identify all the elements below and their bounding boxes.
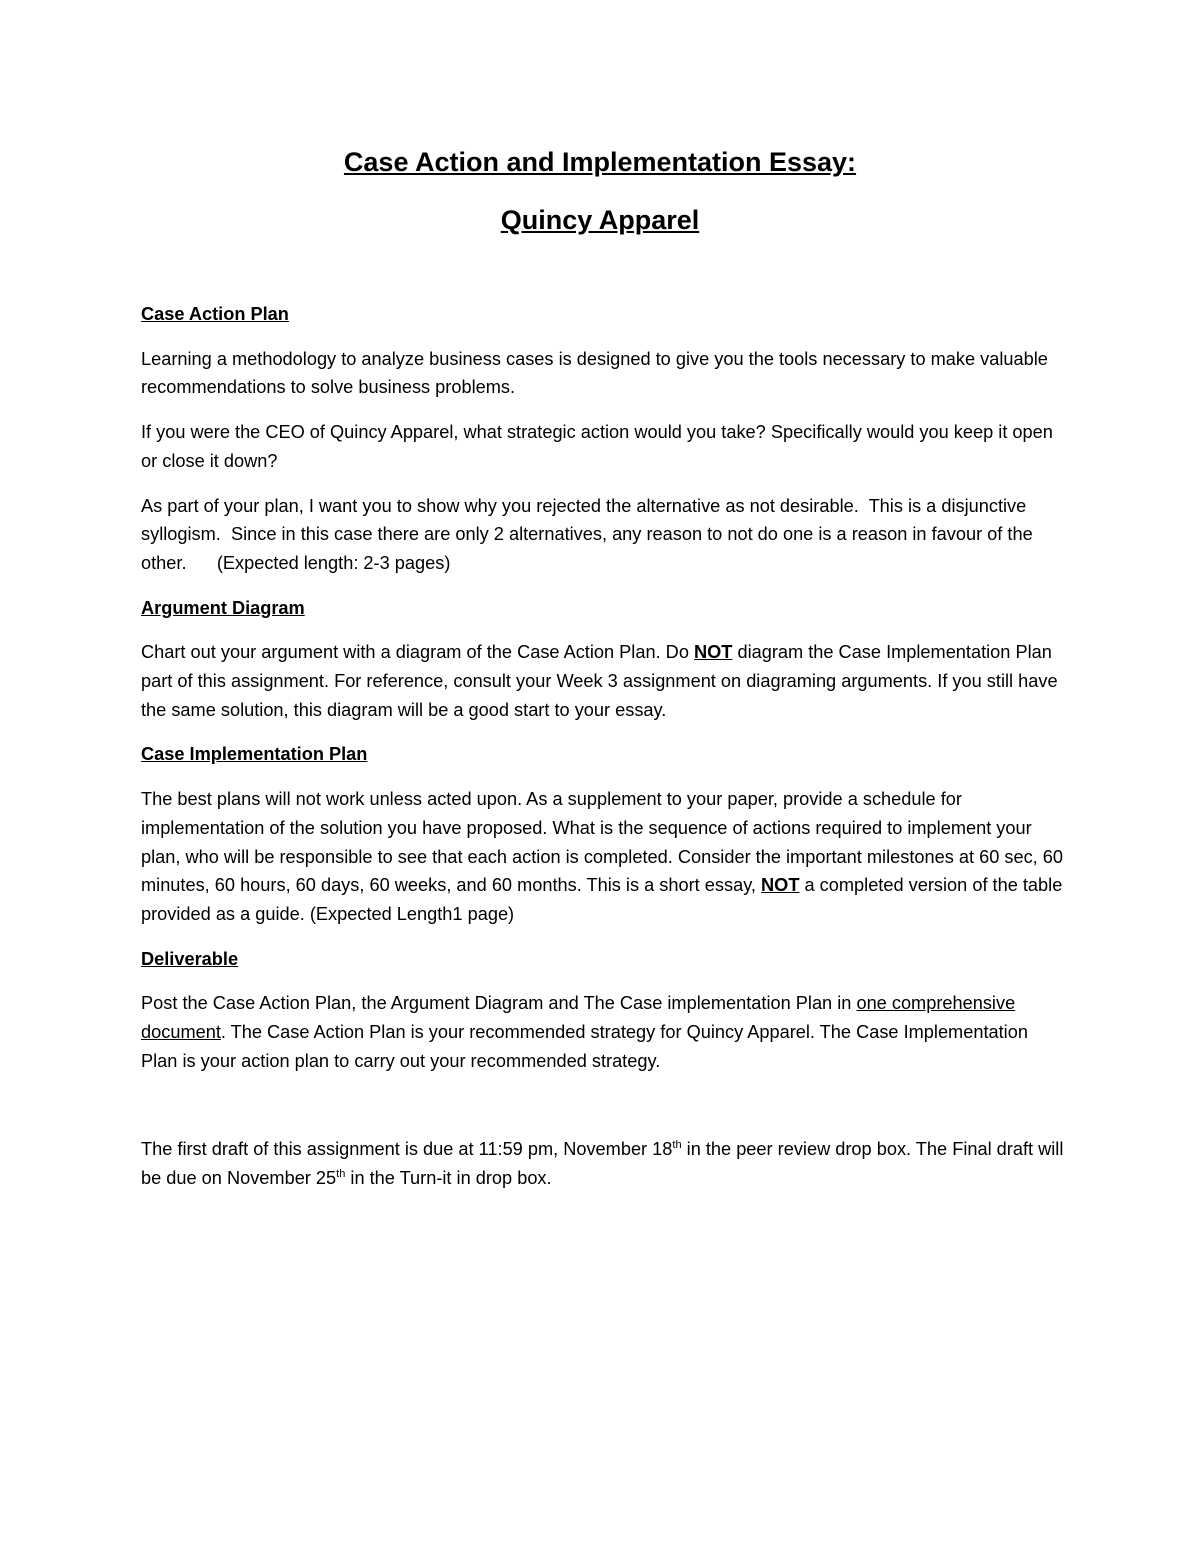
implementation-text-part1: The best plans will not work unless acted upon. As a supplement to your paper, provide a schedule for implementation of the solution you have proposed. What is the sequence of actions required to implement your plan, who will be responsible to see that each action is completed. Consider the important milestones at 60 sec, 60 minutes, 60 hours, 60 days, 60 weeks, and 60 months. This is a short essay,: [141, 789, 1064, 896]
paragraph-methodology: Learning a methodology to analyze business cases is designed to give you the tools necessary to make valuable recommendations to solve business problems.: [141, 348, 1048, 398]
paragraph-argument-diagram: [141, 638, 1066, 724]
due-text-part1: The first draft of this assignment is due at 11:59 pm, November 18: [141, 1139, 673, 1160]
due-text-part2: in the peer review drop box. The Final draft will be due on November 25: [141, 1139, 1064, 1189]
ordinal-suffix: th: [336, 1168, 346, 1181]
paragraph-due-dates: [141, 1135, 1066, 1192]
document-subtitle: Quincy Apparel: [500, 205, 700, 235]
paragraph-alternatives: As part of your plan, I want you to show why you rejected the alternative as not desirable. This is a disjunctive syllogism. Since in this case there are only 2 alternatives, any reason to not do one is a reason in favour of the other. (Expected length: 2-3 pages): [141, 495, 1038, 573]
ordinal-suffix: th: [672, 1139, 682, 1152]
emphasis-not: NOT: [694, 642, 733, 663]
spacer: [141, 1091, 1066, 1135]
emphasis-not: NOT: [761, 875, 800, 896]
paragraph-implementation: [141, 785, 1066, 929]
section-heading-case-action-plan: Case Action Plan: [141, 304, 289, 324]
paragraph-deliverable: [141, 989, 1066, 1075]
emphasis-one-document: one comprehensive document: [141, 993, 1016, 1043]
section-heading-deliverable: Deliverable: [141, 948, 239, 969]
argument-text-part1: Chart out your argument with a diagram of the Case Action Plan. Do: [141, 642, 694, 663]
argument-text-part2: diagram the Case Implementation Plan part of this assignment. For reference, consult your Week 3 assignment on diagraming arguments. If you still have the same solution, this diagram will be a good start to your essay.: [141, 642, 1058, 720]
paragraph-ceo-question: If you were the CEO of Quincy Apparel, what strategic action would you take? Specifically would you keep it open or close it down?: [141, 422, 1053, 471]
deliverable-text-part2: . The Case Action Plan is your recommended strategy for Quincy Apparel. The Case Implementation Plan is your action plan to carry out your recommended strategy.: [141, 1022, 1028, 1071]
document-title: Case Action and Implementation Essay:: [343, 147, 857, 177]
deliverable-text-part1: Post the Case Action Plan, the Argument Diagram and The Case implementation Plan in: [141, 993, 857, 1014]
document-body: [141, 300, 1066, 1209]
section-heading-case-implementation-plan: Case Implementation Plan: [141, 744, 368, 765]
implementation-text-part2: a completed version of the table provided as a guide. (Expected Length1 page): [141, 875, 1063, 924]
section-heading-argument-diagram: Argument Diagram: [141, 597, 305, 618]
due-text-part3: in the Turn-it in drop box.: [345, 1168, 552, 1189]
